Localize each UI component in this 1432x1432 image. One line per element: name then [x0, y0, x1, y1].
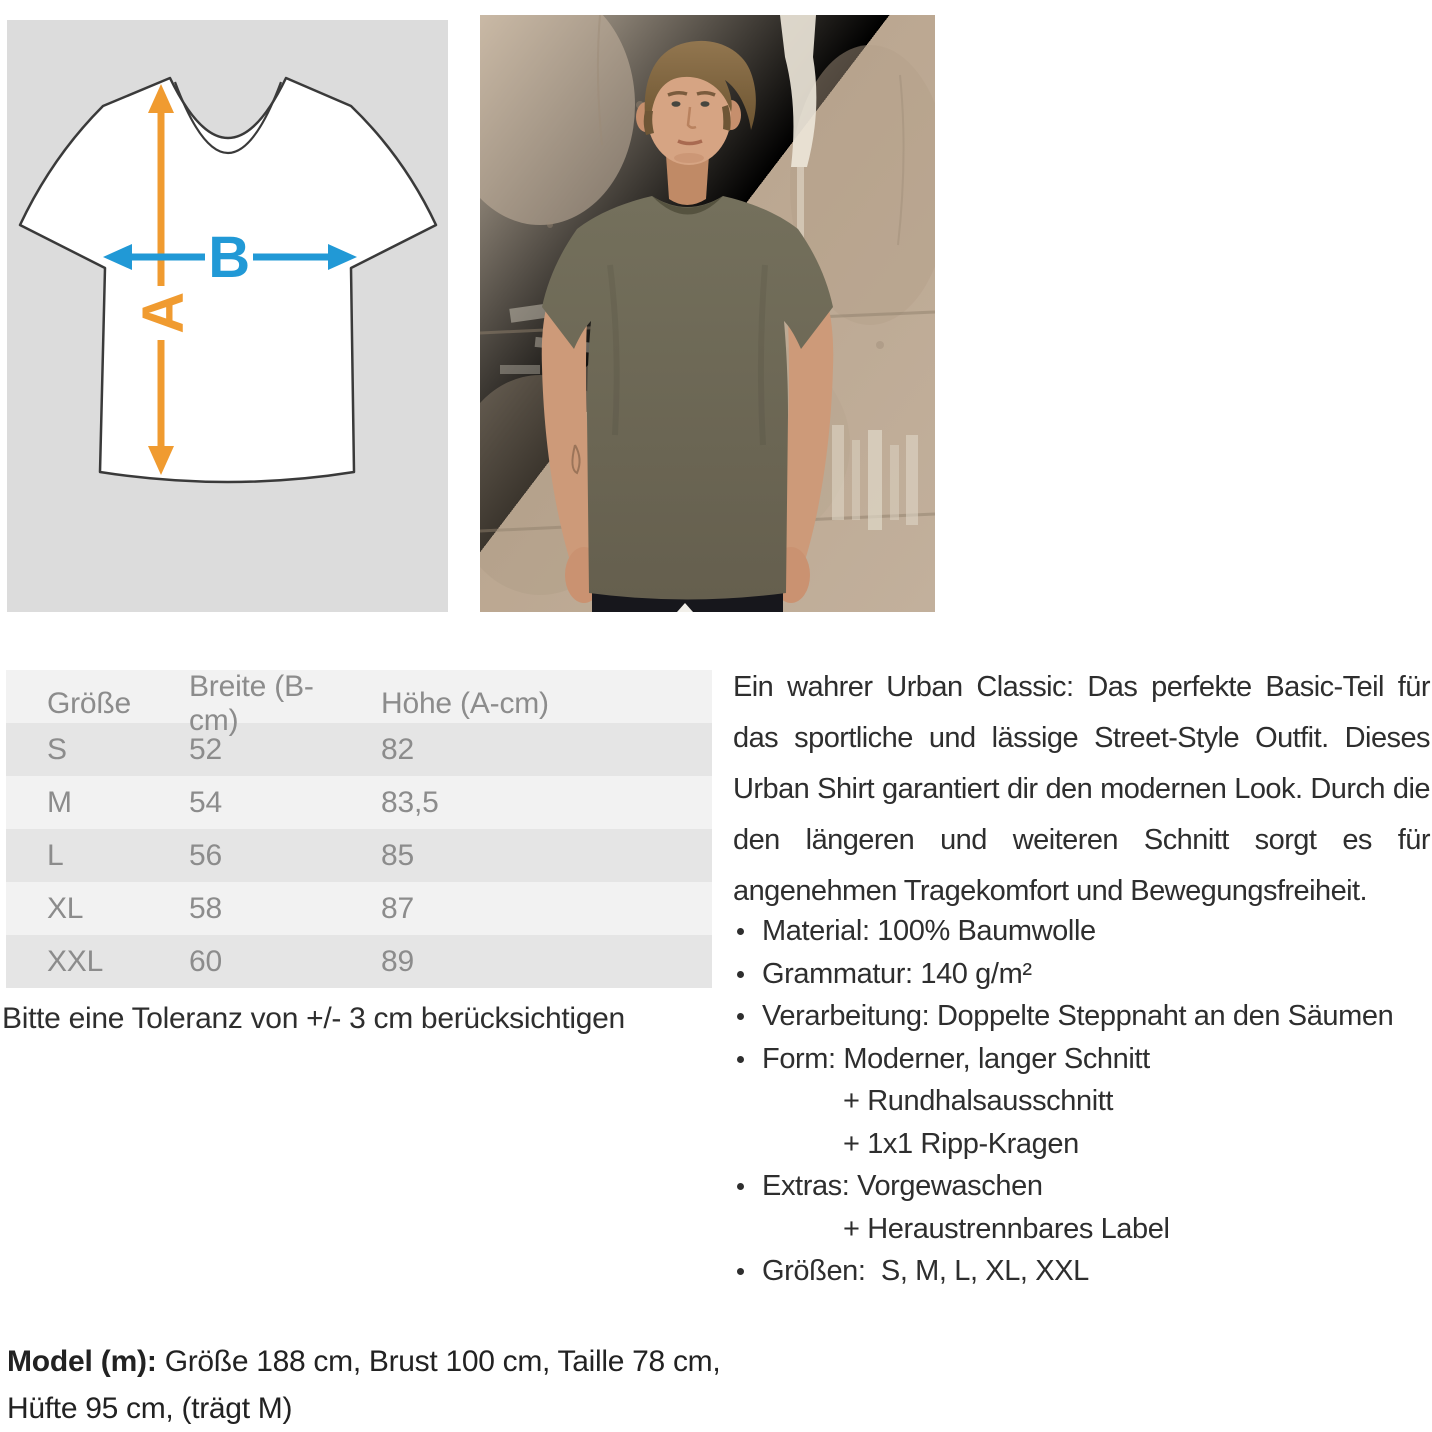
col-header-width: Breite (B-cm) — [189, 670, 314, 737]
cell-size: L — [47, 838, 64, 872]
product-description — [733, 662, 1430, 1293]
model-photo — [480, 15, 935, 612]
cell-size: M — [47, 785, 72, 819]
size-diagram-illustration — [7, 20, 448, 612]
width-label: B — [208, 225, 250, 290]
right-eye — [701, 101, 710, 107]
col-header-size: Größe — [47, 687, 132, 720]
cell-width: 52 — [189, 732, 222, 766]
col-header-height: Höhe (A-cm) — [381, 687, 549, 720]
table-row-m — [6, 776, 712, 829]
model-info-text: Größe 188 cm, Brust 100 cm, Taille 78 cm, Hüfte 95 cm, (trägt M) — [7, 1345, 721, 1425]
table-row-l — [6, 829, 712, 882]
detail-ripp-kragen: + 1x1 Ripp-Kragen — [843, 1127, 1079, 1160]
cell-width: 56 — [189, 838, 222, 872]
cell-height: 83,5 — [381, 785, 439, 819]
cell-width: 58 — [189, 891, 222, 925]
detail-groessen: Größen: S, M, L, XL, XXL — [733, 1250, 1430, 1293]
left-eye — [672, 101, 681, 107]
cell-width: 60 — [189, 944, 222, 978]
cell-size: XL — [47, 891, 84, 925]
cell-height: 85 — [381, 838, 414, 872]
detail-form: Form: Moderner, langer Schnitt — [733, 1038, 1430, 1081]
tolerance-note: Bitte eine Toleranz von +/- 3 cm berücksichtigen — [2, 1002, 625, 1035]
chin-shadow — [674, 153, 704, 163]
size-table — [6, 670, 712, 988]
detail-extras: Extras: Vorgewaschen — [733, 1165, 1430, 1208]
model-info-label: Model (m): — [7, 1345, 157, 1378]
cell-size: XXL — [47, 944, 104, 978]
height-label: A — [131, 292, 196, 334]
table-row-xxl — [6, 935, 712, 988]
cell-size: S — [47, 732, 67, 766]
cell-height: 87 — [381, 891, 414, 925]
detail-material: Material: 100% Baumwolle — [733, 910, 1430, 953]
cell-height: 82 — [381, 732, 414, 766]
model-info — [7, 1338, 731, 1432]
table-header-row — [6, 670, 712, 737]
product-details-list — [733, 910, 1430, 1293]
cell-width: 54 — [189, 785, 222, 819]
detail-label: + Heraustrennbares Label — [843, 1212, 1170, 1245]
detail-verarbeitung: Verarbeitung: Doppelte Steppnaht an den Säumen — [733, 995, 1430, 1038]
table-row-s — [6, 723, 712, 776]
model-photo-illustration — [480, 15, 935, 612]
cell-height: 89 — [381, 944, 414, 978]
size-diagram-box — [7, 20, 448, 612]
table-row-xl — [6, 882, 712, 935]
detail-grammatur: Grammatur: 140 g/m² — [733, 953, 1430, 996]
detail-rundhals: + Rundhalsausschnitt — [843, 1085, 1114, 1117]
description-paragraph: Ein wahrer Urban Classic: Das perfekte Basic-Teil für das sportliche und lässige Street-Style Outfit. Dieses Urban Shirt garantiert dir den modernen Look. Durch die den längeren und weiteren Schnitt sorgt es für angenehmen Tragekomfort und Bewegungsfreiheit. — [733, 671, 1430, 907]
